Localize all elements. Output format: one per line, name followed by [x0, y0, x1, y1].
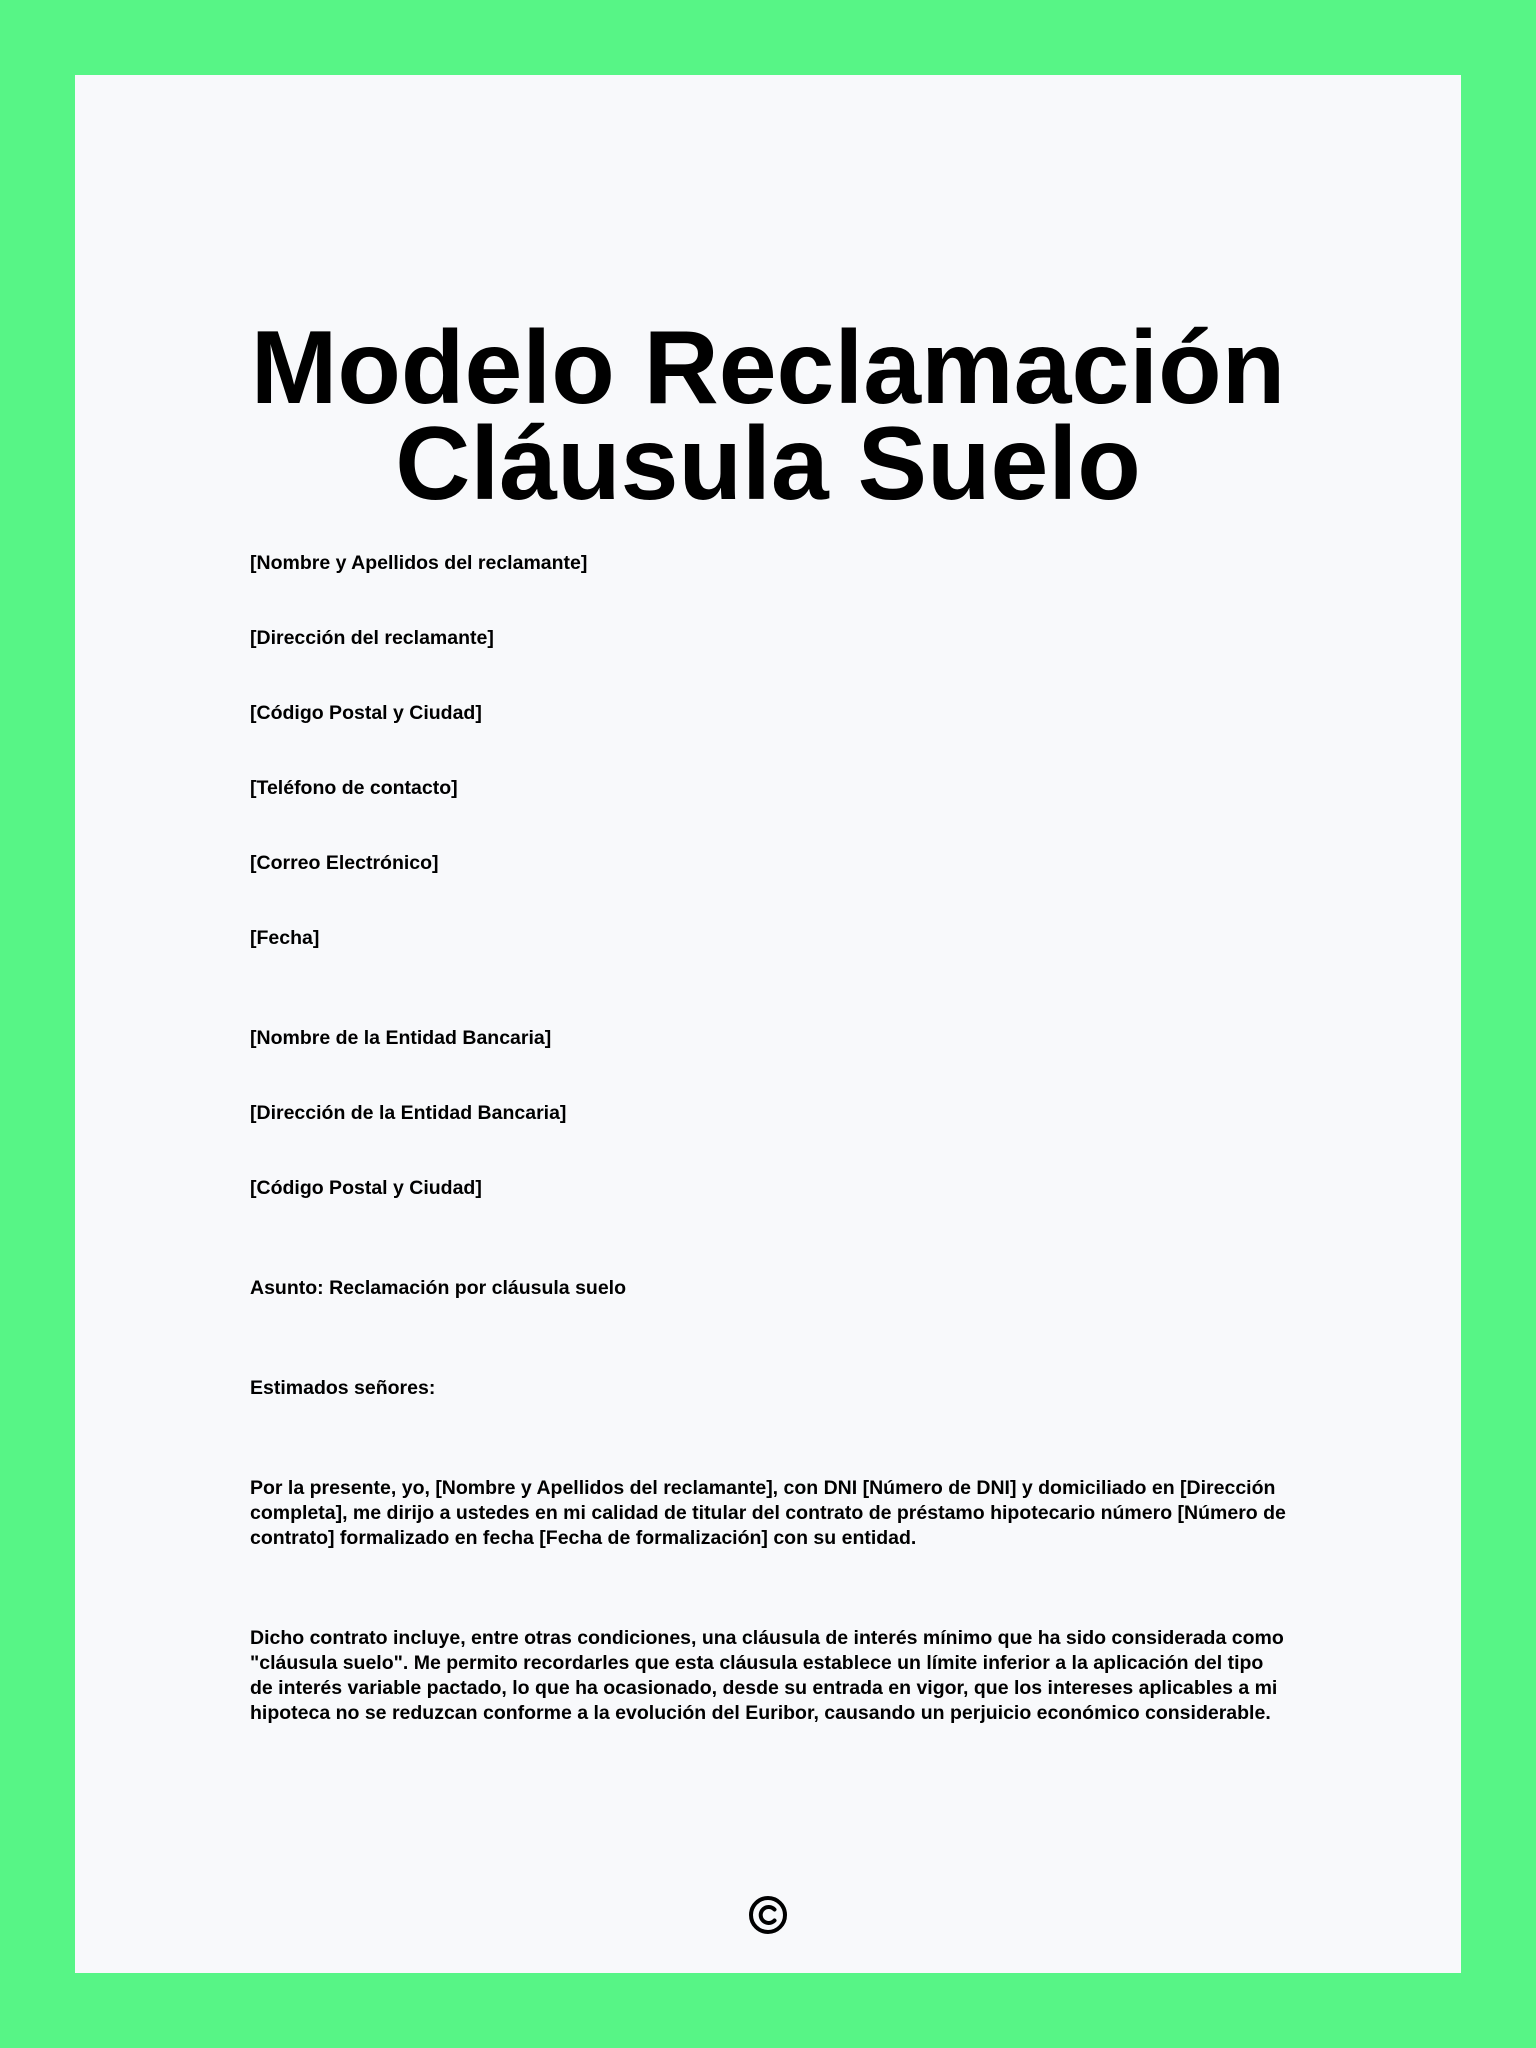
title-line-2: Cláusula Suelo	[395, 406, 1141, 522]
document-title	[75, 310, 1461, 522]
recipient-postal-city: [Código Postal y Ciudad]	[250, 1177, 482, 1199]
sender-email: [Correo Electrónico]	[250, 852, 439, 874]
recipient-bank-name: [Nombre de la Entidad Bancaria]	[250, 1027, 552, 1049]
letter-salutation: Estimados señores:	[250, 1377, 436, 1399]
document-page	[75, 75, 1461, 1973]
letter-date: [Fecha]	[250, 927, 320, 949]
letter-paragraph-1: Por la presente, yo, [Nombre y Apellidos del reclamante], con DNI [Número de DNI] y domiciliado en [Dirección completa], me dirijo a ustedes en mi calidad de titular del contrato de préstamo hipotecario número [Número de contrato] formalizado en fecha [Fecha de formalización] con su entidad.	[250, 1477, 1286, 1549]
sender-address: [Dirección del reclamante]	[250, 627, 494, 649]
footer-copyright	[75, 1895, 1461, 1940]
copyright-icon	[748, 1895, 788, 1935]
letter-paragraph-2: Dicho contrato incluye, entre otras condiciones, una cláusula de interés mínimo que ha sido considerada como "cláusula suelo". Me permito recordarles que esta cláusula establece un límite inferior a la aplicación del tipo de interés variable pactado, lo que ha ocasionado, desde su entrada en vigor, que los intereses aplicables a mi hipoteca no se reduzcan conforme a la evolución del Euribor, causando un perjuicio económico considerable.	[250, 1627, 1284, 1724]
title-line-1: Modelo Reclamación	[250, 310, 1286, 426]
sender-phone: [Teléfono de contacto]	[250, 777, 458, 799]
letter-subject: Asunto: Reclamación por cláusula suelo	[250, 1277, 627, 1299]
sender-name: [Nombre y Apellidos del reclamante]	[250, 552, 588, 574]
sender-postal-city: [Código Postal y Ciudad]	[250, 702, 482, 724]
recipient-bank-address: [Dirección de la Entidad Bancaria]	[250, 1102, 567, 1124]
